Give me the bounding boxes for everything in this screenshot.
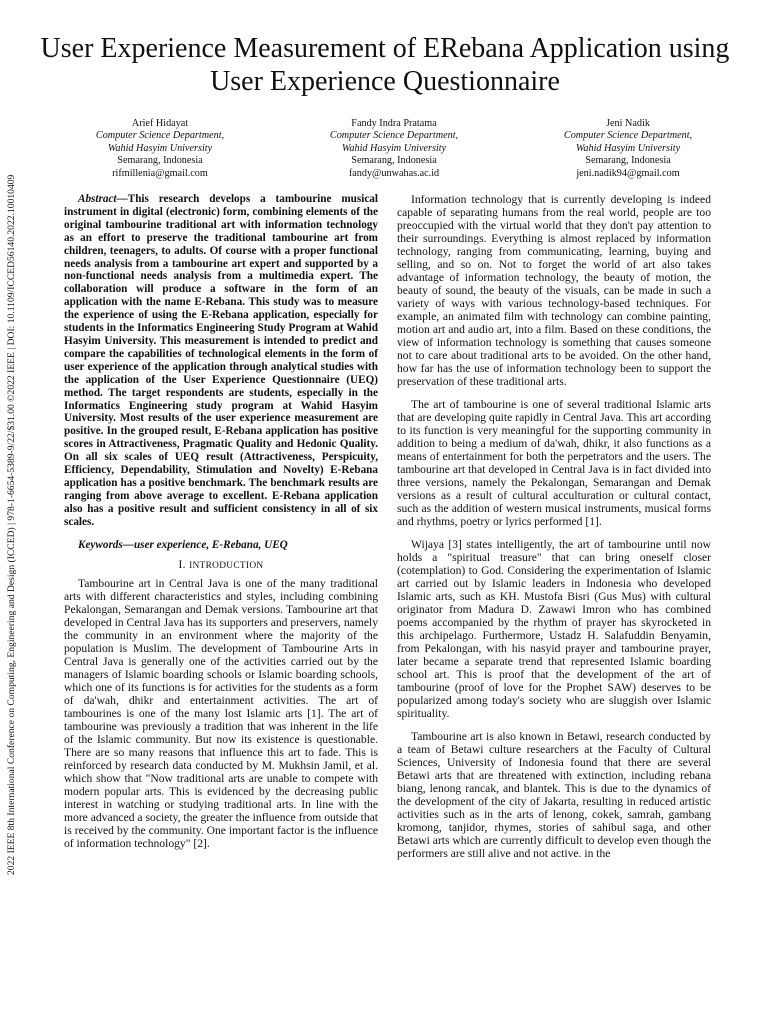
author-name: Fandy Indra Pratama [351, 118, 437, 129]
author-email: rifmillenia@gmail.com [112, 167, 208, 179]
author-university: Wahid Hasyim University [575, 142, 681, 154]
author-city: Semarang, Indonesia [117, 155, 203, 167]
abstract-lead: Abstract [78, 193, 117, 205]
author-email: fandy@unwahas.ac.id [348, 167, 440, 179]
author-department: Computer Science Department, [95, 130, 225, 142]
body-paragraph: Wijaya [3] states intelligently, the art of tambourine until now holds a "spiritual treasure" that can bring oneself closer (cotemplation) to God. Considering the experimentation of Islamic art carried out by Islamic leaders in Indonesia who developed Islamic arts, such as KH. Mustofa Bisri (Gus Mus) with cultural originator from Madura D. Zawawi Imron who has combined poems accompanied by the rhythm of prayer has skyrocketed in this archipelago. Furthermore, Ustadz H. Salafuddin Benyamin, from Pekalongan, with his nasyid prayer and tambourine prayer, later became a separate trend that represented Islamic boarding school art. This is proof that the development of the art of tambourine (proof of love for the Prophet SAW) deserves to be popularized among today's society who are sluggish over Islamic spirituality. [397, 538, 711, 720]
author-city: Semarang, Indonesia [351, 155, 437, 167]
author-1 [60, 118, 260, 180]
left-column [64, 193, 378, 850]
author-department: Computer Science Department, [563, 130, 693, 142]
abstract-text: —This research develops a tambourine musical instrument in digital (electronic) form, combining elements of the original tambourine traditional art with information technology as an effort to preserve the traditional tambourine art from children, teenagers, to adults. Of course with a proper functional needs analysis from a tambourine art expert and supported by a non-functional needs analysis from a multimedia expert. The collaboration will produce a software in the form of an application with the name E-Rebana. This study was to measure the experience of using the E-Rebana application, especially for students in the Informatics Engineering Study Program at Wahid Hasyim University. This measurement is intended to predict and compare the capabilities of technological elements in the form of user experience of the application through analytical studies with the application of the User Experience Questionnaire (UEQ) method. The target respondents are students, especially in the Informatics Engineering study program at Wahid Hasyim University. Most results of the user experience measurement are positive. In the grouped result, E-Rebana application has positive scores in Attractiveness, Pragmatic Quality and Hedonic Quality. On all six scales of UEQ result (Attractiveness, Perspicuity, Efficiency, Dependability, Stimulation and Novelty) E-Rebana application has a positive benchmark. The benchmark results are ranging from above average to excellent. E-Rebana application also has a positive result and sufficient consistency in all of six scales. [64, 193, 378, 528]
keywords: Keywords—user experience, E-Rebana, UEQ [78, 538, 288, 551]
author-university: Wahid Hasyim University [341, 142, 447, 154]
author-university: Wahid Hasyim University [107, 142, 213, 154]
author-3 [528, 118, 728, 180]
body-paragraph: Tambourine art in Central Java is one of the many traditional arts with different characteristics and styles, including combining Pekalongan, Semarangan and Demak versions. Tambourine art that developed in Central Java has its supporters and preservers, namely the community in an environment where the majority of the population is Muslim. The development of Tambourine Arts in Central Java is generally one of the activities carried out by the managers of Islamic boarding schools or Islamic boarding schools, which one of its functions is for activities for the students as a form of da'wah, dhikr and entertainment activities. The art of tambourines is one of the many lost Islamic arts [1]. The art of tambourine was previously a tradition that was inherent in the life of the Islamic community. But now its existence is questionable. There are so many reasons that influence this art to fade. This is reinforced by research data conducted by M. Mukhsin Jamil, et al. which show that "Now traditional arts are unable to compete with modern popular arts. This is evidenced by the decreasing public interest in watching or studying traditional arts. In line with the more advanced a society, the greater the influence from outside that is received by the community. One important factor is the influence of information technology" [2]. [64, 576, 378, 850]
author-2 [294, 118, 494, 180]
section-title: INTRODUCTION [189, 560, 264, 571]
conference-sidebar-note [4, 155, 20, 875]
author-email: jeni.nadik94@gmail.com [576, 167, 680, 179]
body-paragraph: Information technology that is currently developing is indeed capable of separating humans from the real world, people are too preoccupied with the virtual world that they don't pay attention to their surroundings. Everything is almost replaced by information technology, ranging from communicating, learning, buying and selling, and so on. Not to forget the world of art also takes advantage of information technology, the beauty of motion, the beauty of sound, the beauty of the visuals, can be made in such a variety of ways with various technology-based techniques. For example, an animated film with technology can combine painting, motion art and audio art, into a film. Based on these conditions, the view of information technology is something that causes someone not to care about traditional arts to be avoided. On the other hand, how far has the use of information technology been to support the preservation of these traditional arts. [397, 193, 711, 388]
section-number: I. [178, 557, 186, 571]
author-city: Semarang, Indonesia [585, 155, 671, 167]
right-column [397, 193, 711, 860]
author-department: Computer Science Department, [329, 130, 459, 142]
author-name: Jeni Nadik [606, 118, 650, 129]
sidebar-note-text: 2022 IEEE 8th International Conference on Computing, Engineering and Design (ICCED) | 978-1-6654-5389-9/22/$31.00 ©2022 IEEE | DOI: 10.1109/ICCED56140.2022.10010409 [6, 174, 17, 875]
abstract [64, 193, 378, 529]
paper-title: User Experience Measurement of ERebana Application using User Experience Questionnaire [40, 33, 730, 97]
author-block [60, 118, 728, 180]
body-paragraph: The art of tambourine is one of several traditional Islamic arts that are developing quite rapidly in Central Java. This art according to its function is very meaningful for the supporting community in addition to being a medium of da'wah, dhikr, it also functions as a means of entertainment for both the perpetrators and the users. The tambourine art that developed in Central Java is in fact divided into three versions, namely the Pekalongan, Semarangan and Demak versions as a result of cultural acculturation or cultural contact, such as the addition of western musical instruments, musical forms and rhythms, poetry or lyrics performed [1]. [397, 398, 711, 528]
body-paragraph: Tambourine art is also known in Betawi, research conducted by a team of Betawi culture researchers at the Faculty of Cultural Sciences, University of Indonesia found that there are several Betawi arts that are threatened with extinction, including rebana biang, lenong rancak, and blantek. This is due to the dynamics of the development of the city of Jakarta, resulting in reduced artistic activities such as in the arts of lenong, cokek, samrah, gambang kromong, tanjidor, rhymes, stories of sahibul saga, and other Betawi arts which are currently difficult to develop even though the performers are still alive and not active. in the [397, 730, 712, 860]
section-heading-introduction [64, 558, 378, 573]
author-name: Arief Hidayat [131, 118, 189, 129]
